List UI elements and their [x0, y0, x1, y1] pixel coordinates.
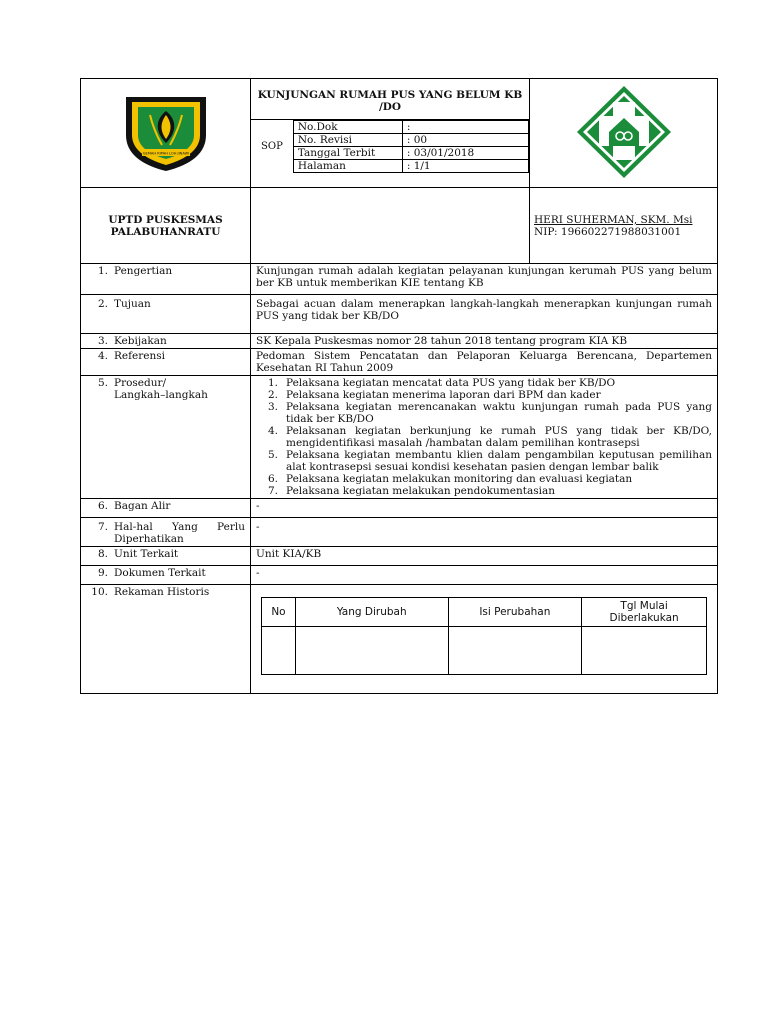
step-text: Pelaksana kegiatan menerima laporan dari BPM dan kader [286, 389, 601, 401]
signatory-name: HERI SUHERMAN, SKM. Msi [534, 213, 693, 226]
table-row [262, 627, 707, 675]
step-text: Pelaksanan kegiatan berkunjung ke rumah PUS yang tidak ber KB/DO, mengidentifikasi masalah /hambatan dalam pemilihan kontrasepsi [286, 425, 712, 449]
section-title: Kebijakan [114, 335, 167, 347]
section-title: Tujuan [114, 298, 151, 310]
section-number: 10. [91, 586, 108, 598]
list-item [256, 377, 712, 389]
list-item [256, 389, 712, 401]
section-label [81, 547, 251, 566]
step-number: 3. [267, 401, 278, 413]
section-title: Unit Terkait [114, 548, 179, 560]
section-number: 6. [97, 500, 108, 512]
column-header: Tgl Mulai Diberlakukan [582, 598, 707, 627]
bagan-alir-text: - [251, 499, 718, 518]
sop-label: SOP [261, 140, 283, 152]
unit-terkait-text: Unit KIA/KB [251, 547, 718, 566]
title-cell [251, 79, 530, 188]
section-number: 4. [97, 350, 108, 362]
meta-value: : 1/1 [402, 160, 528, 173]
section-number: 5. [97, 377, 108, 389]
section-number: 9. [97, 567, 108, 579]
table-cell [448, 627, 582, 675]
meta-label: No. Revisi [293, 134, 402, 147]
column-header: No [262, 598, 296, 627]
pengertian-text: Kunjungan rumah adalah kegiatan pelayanan kunjungan kerumah PUS yang belum ber KB untuk memberikan KIE tentang KB [251, 264, 718, 295]
section-label [81, 295, 251, 334]
step-number: 5. [267, 449, 278, 461]
meta-label: Tanggal Terbit [293, 147, 402, 160]
table-cell [582, 627, 707, 675]
section-label [81, 566, 251, 585]
step-number: 4. [267, 425, 278, 437]
list-item [256, 485, 712, 497]
signature-area [251, 188, 530, 264]
meta-value: : 00 [402, 134, 528, 147]
meta-label: Halaman [293, 160, 402, 173]
emblem-motto: GEMAH RIPAH LOH JINAWI [142, 151, 189, 155]
signatory-block [530, 188, 718, 264]
revision-history-table [261, 597, 707, 675]
list-item [256, 473, 712, 485]
step-text: Pelaksana kegiatan mencatat data PUS yang tidak ber KB/DO [286, 377, 616, 389]
column-header: Isi Perubahan [448, 598, 582, 627]
meta-value: : [402, 121, 528, 134]
kebijakan-text: SK Kepala Puskesmas nomor 28 tahun 2018 tentang program KIA KB [251, 334, 718, 349]
step-number: 2. [267, 389, 278, 401]
table-cell [295, 627, 448, 675]
document-title: KUNJUNGAN RUMAH PUS YANG BELUM KB /DO [257, 89, 523, 113]
signatory-nip: NIP: 196602271988031001 [534, 225, 682, 238]
section-number: 3. [97, 335, 108, 347]
meta-value: : 03/01/2018 [402, 147, 528, 160]
step-text: Pelaksana kegiatan merencanakan waktu kunjungan rumah pada PUS yang tidak ber KB/DO [286, 401, 712, 425]
column-header: Yang Dirubah [295, 598, 448, 627]
step-text: Pelaksana kegiatan melakukan monitoring dan evaluasi kegiatan [286, 473, 633, 485]
document-meta [293, 120, 529, 173]
section-title: Prosedur/ [114, 377, 167, 389]
referensi-text: Pedoman Sistem Pencatatan dan Pelaporan Keluarga Berencana, Departemen Kesehatan RI Tahun 2009 [251, 349, 718, 376]
emblem-cell [81, 79, 251, 188]
section-title: Rekaman Historis [114, 586, 210, 598]
regency-emblem-icon [120, 91, 212, 173]
list-item [256, 425, 712, 449]
rekaman-historis-cell [251, 585, 718, 694]
puskesmas-logo-icon [571, 82, 677, 182]
list-item [256, 449, 712, 473]
list-item [256, 401, 712, 425]
table-cell [262, 627, 296, 675]
step-number: 6. [267, 473, 278, 485]
section-title: Hal-hal Yang Perlu Diperhatikan [114, 521, 245, 545]
section-number: 2. [97, 298, 108, 310]
organization-name [81, 188, 251, 264]
step-number: 7. [267, 485, 278, 497]
step-text: Pelaksana kegiatan melakukan pendokumentasian [286, 485, 555, 497]
section-title: Pengertian [114, 265, 173, 277]
sop-table [80, 78, 718, 694]
section-number: 7. [97, 521, 108, 533]
prosedur-steps [251, 376, 718, 499]
section-label [81, 264, 251, 295]
section-label [81, 376, 251, 499]
step-number: 1. [267, 377, 278, 389]
sop-document [80, 78, 717, 694]
section-title-line-2: Langkah–langkah [114, 389, 208, 401]
section-label [81, 585, 251, 694]
section-label [81, 349, 251, 376]
meta-label: No.Dok [293, 121, 402, 134]
puskesmas-logo-cell [530, 79, 718, 188]
section-title: Referensi [114, 350, 165, 362]
dokumen-terkait-text: - [251, 566, 718, 585]
section-title: Dokumen Terkait [114, 567, 206, 579]
org-line-2: PALABUHANRATU [110, 225, 221, 238]
step-text: Pelaksana kegiatan membantu klien dalam pengambilan keputusan pemilihan alat kontrasepsi sesuai kondisi kesehatan pasien dengan lembar balik [286, 449, 712, 473]
section-label [81, 518, 251, 547]
section-label [81, 334, 251, 349]
section-label [81, 499, 251, 518]
hal-hal-text: - [251, 518, 718, 547]
section-title: Bagan Alir [114, 500, 171, 512]
section-number: 1. [97, 265, 108, 277]
tujuan-text: Sebagai acuan dalam menerapkan langkah-langkah menerapkan kunjungan rumah PUS yang tidak ber KB/DO [251, 295, 718, 334]
org-line-1: UPTD PUSKESMAS [108, 213, 223, 226]
section-number: 8. [97, 548, 108, 560]
